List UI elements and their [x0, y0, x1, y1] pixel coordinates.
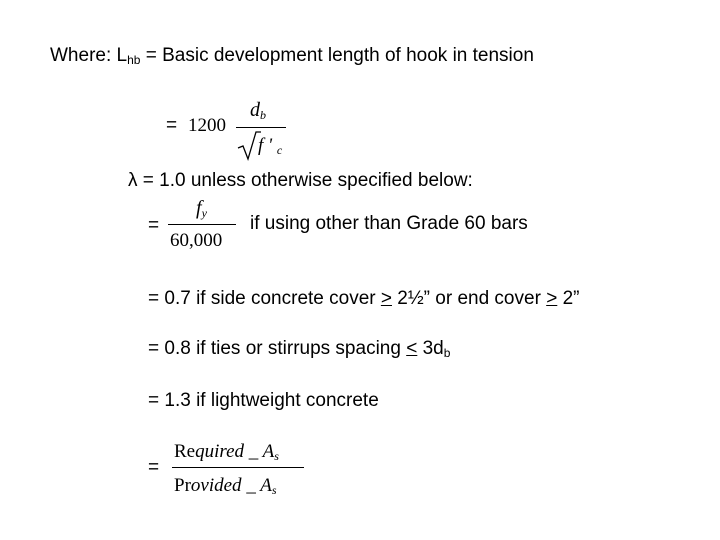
header-rest: = Basic development length of hook in tension: [140, 45, 534, 66]
area-fraction-bar: [172, 467, 304, 468]
lhb-eq: =: [166, 115, 178, 136]
ties-op: <: [406, 338, 418, 359]
grade-factor: [148, 198, 608, 254]
ties-factor: = 0.8 if ties or stirrups spacing < $3d_b$: [148, 338, 451, 360]
lambda-line: λ = 1.0 unless otherwise specified below:: [128, 170, 473, 191]
grade-numerator: $f_y$: [196, 197, 207, 220]
lhb-numerator: $d_b$: [250, 99, 266, 122]
area-factor: [148, 440, 348, 500]
grade-fraction-bar: [168, 224, 236, 225]
cover-op-2: >: [546, 288, 558, 309]
grade-text: if using other than Grade 60 bars: [250, 213, 528, 234]
grade-eq: =: [148, 215, 160, 236]
lhb-coefficient: 1200: [188, 115, 226, 136]
cover-op-1: >: [380, 288, 392, 309]
area-eq: =: [148, 457, 160, 478]
grade-denominator: 60,000: [170, 230, 223, 251]
header-sub: hb: [127, 53, 141, 67]
lhb-formula: [166, 100, 306, 164]
header-prefix: Where: L: [50, 45, 128, 66]
lightweight-factor: = 1.3 if lightweight concrete: [148, 390, 379, 411]
area-numerator: Required _ $A_s$: [174, 441, 279, 463]
lhb-denominator: f ' $_c$: [258, 135, 283, 157]
header-line: [50, 46, 534, 66]
lhb-fraction-bar: [236, 127, 286, 128]
cover-factor: = 0.7 if side concrete cover > 2½” or end cover > 2”: [148, 288, 580, 309]
area-denominator: Provided _ $A_s$: [174, 475, 277, 497]
